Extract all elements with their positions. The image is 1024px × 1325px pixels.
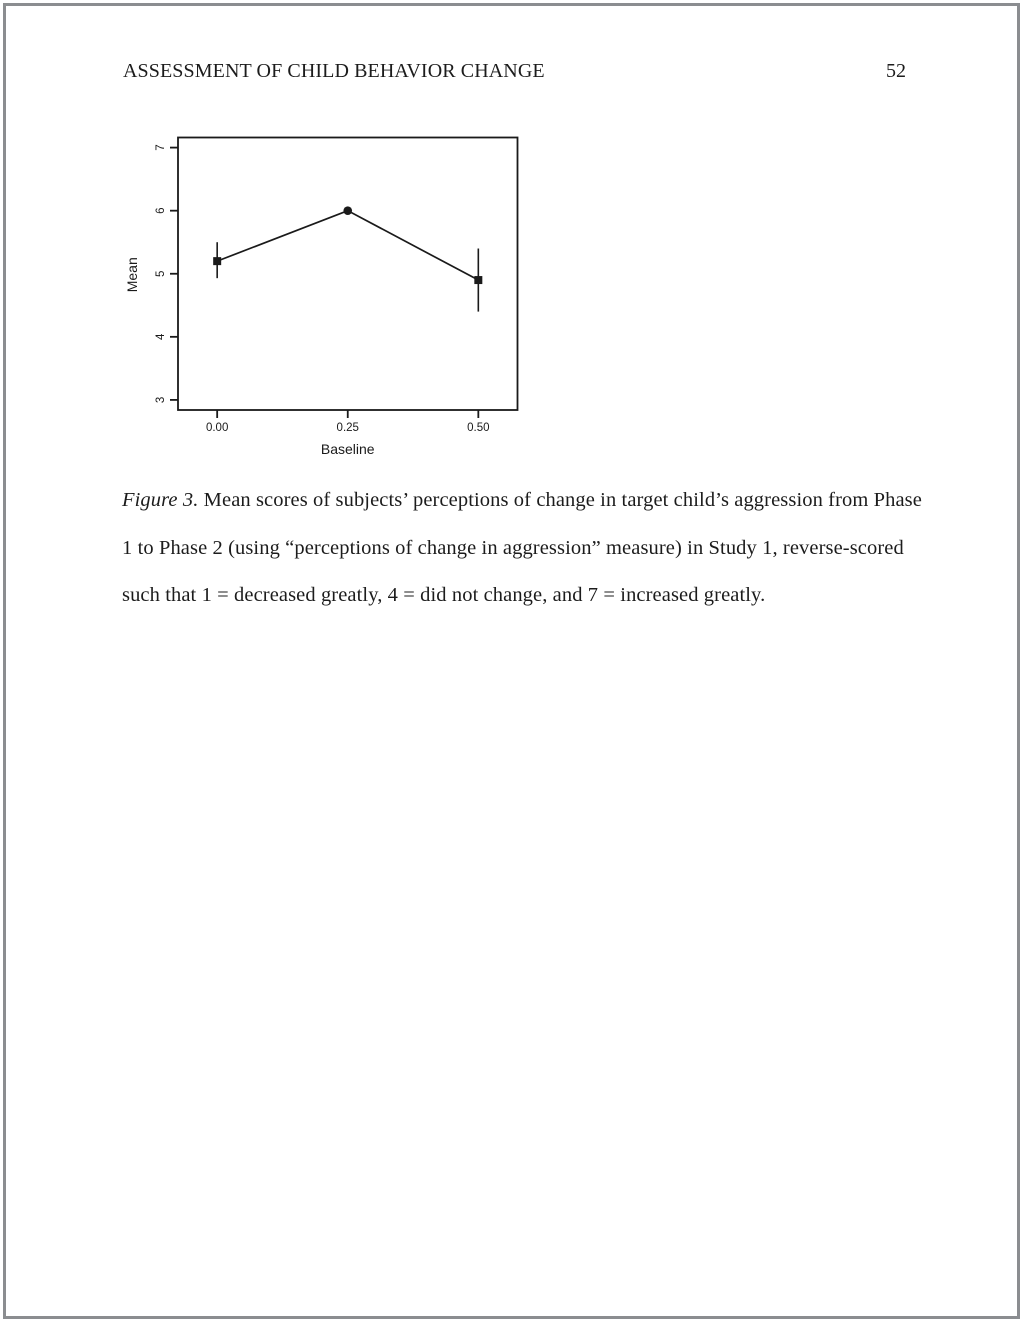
figure-caption-label: Figure 3. [122,489,199,511]
x-axis-label: Baseline [320,441,375,457]
chart-canvas [110,120,560,470]
running-head: ASSESSMENT OF CHILD BEHAVIOR CHANGE [123,60,545,82]
figure-3-chart [110,120,560,470]
y-tick-label: 5 [155,270,167,277]
data-line [217,211,478,280]
caption-line-2: 1 to Phase 2 (using “perceptions of change in aggression” measure) in Study 1, reverse-scored [122,536,904,559]
data-point-marker [213,257,221,265]
figure-caption [122,477,922,620]
x-tick-label: 0.25 [336,422,359,434]
page-header [123,60,906,83]
y-tick-label: 6 [155,207,167,214]
caption-line-1 [122,477,922,525]
caption-line-1-text: Mean scores of subjects’ perceptions of change in target child’s aggression from Phase [198,489,922,511]
y-axis-label: Mean [124,257,140,293]
data-point-marker [343,206,352,215]
y-tick-label: 7 [155,144,167,151]
page-number: 52 [886,60,906,82]
x-tick-label: 0.50 [467,422,490,434]
y-tick-label: 4 [155,333,167,341]
y-tick-label: 3 [155,396,167,404]
caption-line-3: such that 1 = decreased greatly, 4 = did not change, and 7 = increased greatly. [122,584,766,606]
x-tick-label: 0.00 [205,422,229,434]
data-point-marker [474,276,482,284]
